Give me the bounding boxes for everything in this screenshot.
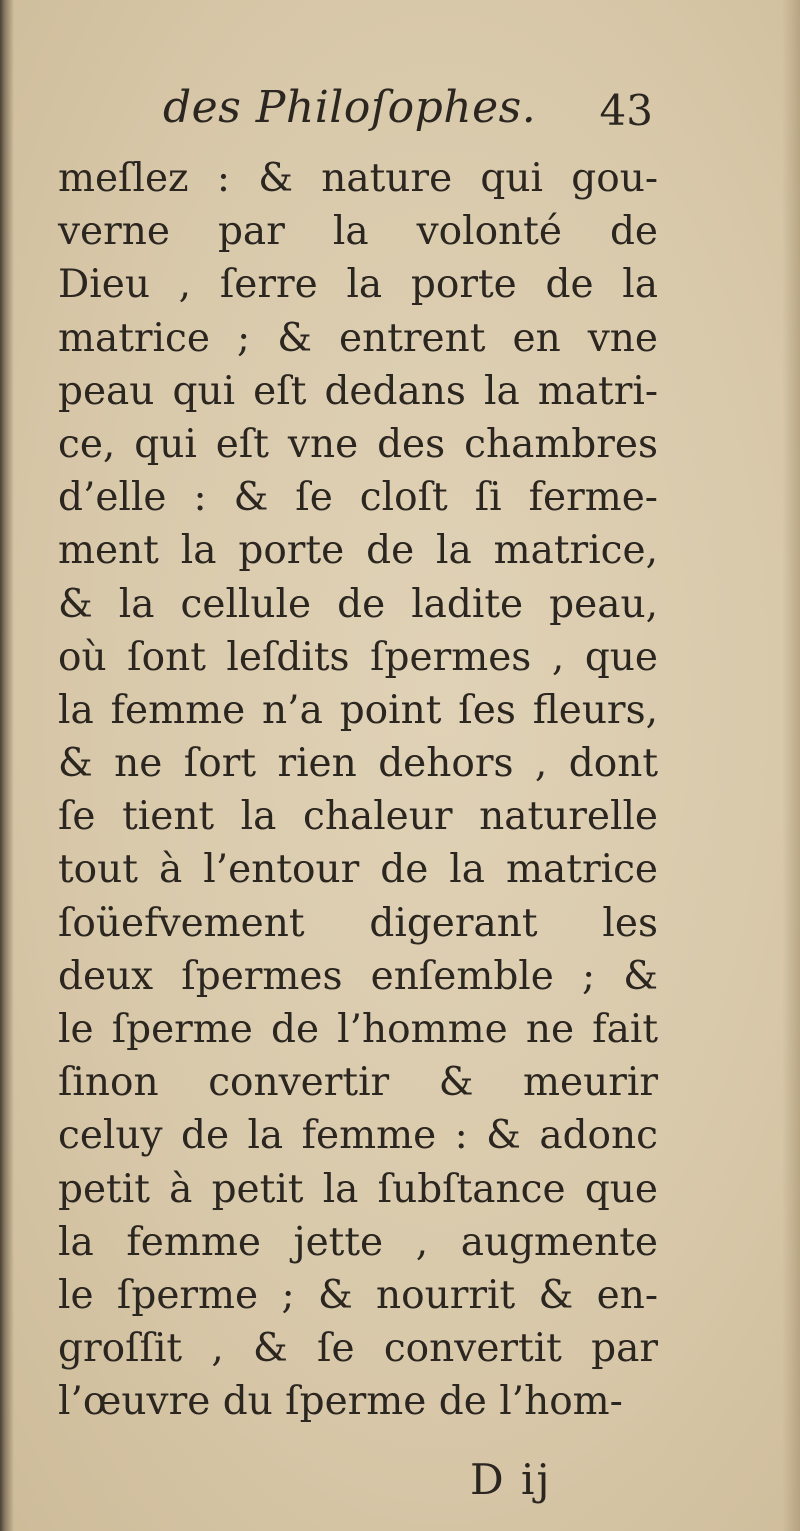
text-line: le ſperme ; & nourrit & en- [58, 1272, 658, 1318]
text-line: ſe tient la chaleur naturelle [58, 794, 658, 840]
page-edge-shadow [782, 0, 800, 1531]
text-line: groſſit , & ſe convertit par [58, 1326, 658, 1372]
text-line: tout à l’entour de la matrice [58, 847, 658, 893]
text-line: l’œuvre du ſperme de l’hom- [58, 1379, 623, 1425]
page-header [163, 82, 653, 142]
text-line: matrice ; & entrent en vne [58, 315, 658, 361]
text-line: ſinon convertir & meurir [58, 1060, 658, 1106]
page-spine-shadow [0, 0, 14, 1531]
text-line: verne par la volonté de [58, 209, 658, 255]
text-line: deux ſpermes enſemble ; & [58, 953, 658, 999]
text-line: ce, qui eſt vne des chambres [58, 421, 658, 467]
text-line: où ſont leſdits ſpermes , que [58, 634, 658, 680]
text-line: Dieu , ſerre la porte de la [58, 262, 658, 308]
text-line: & ne ſort rien dehors , dont [58, 741, 658, 787]
text-line: petit à petit la ſubſtance que [58, 1166, 658, 1212]
text-line: ſoüefvement digerant les [58, 900, 658, 946]
text-line: ment la porte de la matrice, [58, 528, 658, 574]
running-title: des Philoſophes. [163, 82, 537, 133]
text-line: d’elle : & ſe cloſt ſi ferme- [58, 475, 658, 521]
text-line: le ſperme de l’homme ne fait [58, 1007, 658, 1052]
text-line: peau qui eſt dedans la matri- [58, 368, 658, 414]
text-line: meſlez : & nature qui gou- [58, 156, 658, 201]
body-text [58, 152, 658, 1429]
text-line: & la cellule de ladite peau, [58, 581, 658, 627]
text-line: la femme n’a point ſes fleurs, [58, 687, 658, 733]
page-number: 43 [599, 86, 653, 135]
text-line: celuy de la femme : & adonc [58, 1113, 658, 1159]
signature-mark: D ij [470, 1455, 552, 1504]
text-line: la femme jette , augmente [58, 1219, 658, 1265]
